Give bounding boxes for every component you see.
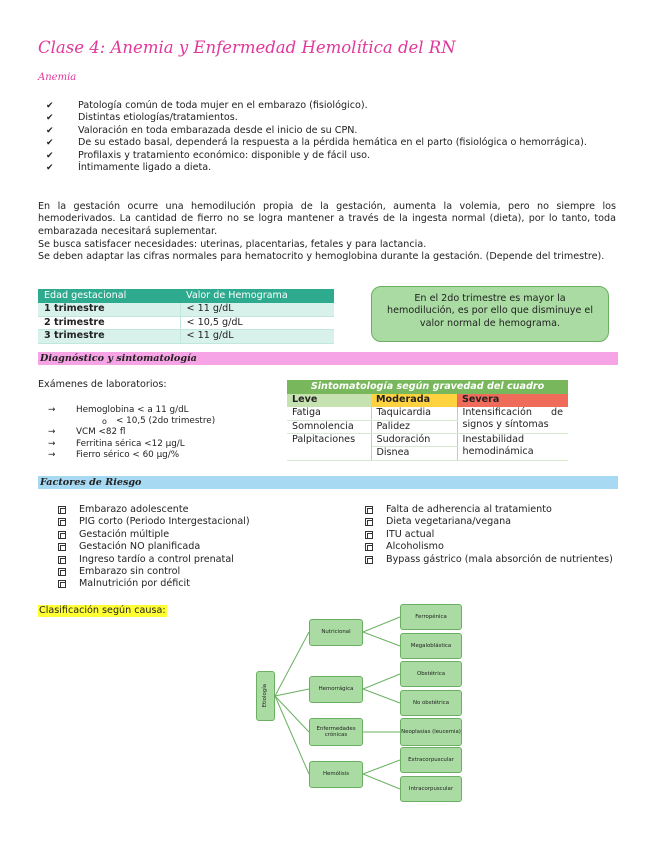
list-item: ✔ De su estado basal, dependerá la respuesta a la pérdida hemática en el parto (fisiológica o hemorrágica). (46, 137, 587, 149)
labs-list (48, 405, 248, 461)
checkbox-bullet-icon (58, 518, 66, 526)
list-item: → Fierro sérico < 60 µg/% (48, 449, 180, 460)
connector-line (275, 696, 309, 732)
list-item: PIG corto (Periodo Intergestacional) (56, 516, 316, 528)
connector-line (363, 674, 400, 689)
checkbox-bullet-icon (365, 556, 373, 564)
intro-bullet-list (46, 100, 618, 174)
checkbox-bullet-icon (58, 543, 66, 551)
connector-line (363, 632, 400, 646)
list-item: Falta de adherencia al tratamiento (363, 504, 618, 516)
table-row: Somnolencia Palidez (287, 420, 568, 433)
tree-node-megaloblastica: Megaloblástica (400, 633, 462, 659)
checkbox-bullet-icon (365, 506, 373, 514)
paragraph-hemodilution: En la gestación ocurre una hemodilución propia de la gestación, aumenta la volemia, pero no siempre los hemoderivados. La cantidad de fierro no se logra mantener a través de la ingesta normal (dieta), por lo tanto, toda embarazada necesitará suplementar. (38, 201, 616, 237)
list-item: ✔ Profilaxis y tratamiento económico: disponible y de fácil uso. (46, 149, 370, 161)
checkbox-bullet-icon (58, 580, 66, 588)
paragraph-adapt: Se deben adaptar las cifras normales para hematocrito y hemoglobina durante la gestación. (Depende del trimestre). (38, 251, 605, 262)
table-row: Disnea (287, 447, 568, 460)
tree-node-intracorpuscular: Intracorpuscular (400, 776, 462, 802)
checkbox-bullet-icon (365, 518, 373, 526)
list-item: Malnutrición por déficit (56, 578, 316, 590)
hemodilution-note: En el 2do trimestre es mayor la hemodilución, es por ello que disminuye el valor normal de hemograma. (371, 286, 609, 342)
checkmark-icon: ✔ (46, 150, 54, 161)
checkmark-icon: ✔ (46, 125, 54, 136)
checkmark-icon: ✔ (46, 113, 54, 124)
arrow-right-icon: → (48, 449, 56, 460)
tree-node-root: Etiología (256, 671, 275, 721)
checkbox-bullet-icon (365, 531, 373, 539)
table-header: Moderada (371, 394, 457, 407)
checkbox-bullet-icon (58, 568, 66, 576)
arrow-right-icon: → (48, 438, 56, 449)
list-item: Bypass gástrico (mala absorción de nutrientes) (363, 554, 618, 566)
list-item: → Ferritina sérica <12 µg/L (48, 438, 185, 449)
risk-list-left (56, 504, 316, 591)
tree-node-no-obstetrica: No obstétrica (400, 690, 462, 716)
checkmark-icon: ✔ (46, 101, 54, 111)
checkbox-bullet-icon (365, 543, 373, 551)
tree-node-obstetrica: Obstétrica (400, 661, 462, 687)
tree-node-hemolisis: Hemólisis (309, 761, 363, 788)
tree-node-hemorragica: Hemorrágica (309, 676, 363, 703)
list-item: ✔ Íntimamente ligado a dieta. (46, 162, 212, 174)
list-item: ITU actual (363, 529, 618, 541)
connector-line (363, 617, 400, 632)
list-item: Gestación múltiple (56, 529, 316, 541)
checkbox-bullet-icon (58, 531, 66, 539)
connector-line (363, 774, 400, 789)
connector-line (275, 632, 309, 696)
checkmark-icon: ✔ (46, 138, 54, 149)
table-title: Sintomatología según gravedad del cuadro (287, 380, 568, 394)
section-subtitle-anemia: Anemia (38, 72, 77, 83)
symptoms-table (287, 380, 568, 461)
table-header: Valor de Hemograma (180, 289, 334, 303)
list-item: ✔ Valoración en toda embarazada desde el inicio de su CPN. (46, 124, 358, 136)
connector-line (275, 696, 309, 774)
list-item: Ingreso tardío a control prenatal (56, 554, 316, 566)
connector-line (275, 689, 309, 696)
table-row: Palpitaciones Sudoración Inestabilidad hemodinámica (287, 433, 568, 446)
list-item: → Hemoglobina < a 11 g/dL (48, 405, 189, 415)
list-item: Gestación NO planificada (56, 541, 316, 553)
circle-bullet-icon: o (102, 417, 107, 427)
tree-node-neoplasias: Neoplasias (leucemia) (400, 718, 462, 746)
list-item: ✔ Distintas etiologías/tratamientos. (46, 112, 238, 124)
tree-node-extracorpuscular: Extracorpuscular (400, 747, 462, 773)
connector-line (363, 689, 400, 703)
section-header-risk: Factores de Riesgo (38, 476, 618, 489)
list-item: → VCM <82 fl (48, 427, 126, 438)
tree-node-cronicas: Enfermedades crónicas (309, 718, 363, 746)
connector-line (363, 760, 400, 774)
arrow-right-icon: → (48, 427, 56, 438)
tree-node-nutricional: Nutricional (309, 619, 363, 646)
list-item: o < 10,5 (2do trimestre) (102, 416, 216, 427)
tree-node-ferropenica: Ferropénica (400, 604, 462, 630)
arrow-right-icon: → (48, 405, 56, 415)
table-row: Fatiga Taquicardia Intensificación de signos y síntomas (287, 407, 568, 420)
table-row: 3 trimestre < 11 g/dL (38, 330, 334, 343)
paragraph-needs: Se busca satisfacer necesidades: uterinas, placentarias, fetales y para lactancia. (38, 239, 427, 250)
list-item: ✔ Patología común de toda mujer en el embarazo (fisiológico). (46, 100, 368, 111)
table-header: Edad gestacional (38, 289, 180, 303)
list-item: Alcoholismo (363, 541, 618, 553)
list-item: Dieta vegetariana/vegana (363, 516, 618, 528)
table-header: Severa (457, 394, 568, 407)
list-item: Embarazo sin control (56, 566, 316, 578)
table-row: 2 trimestre < 10,5 g/dL (38, 316, 334, 329)
labs-title: Exámenes de laboratorios: (38, 379, 167, 390)
table-row: 1 trimestre < 11 g/dL (38, 303, 334, 316)
checkmark-icon: ✔ (46, 163, 54, 174)
checkbox-bullet-icon (58, 506, 66, 514)
classification-title: Clasificación según causa: (39, 605, 166, 616)
risk-list-right (363, 504, 618, 566)
hemoglobin-table (38, 289, 334, 344)
checkbox-bullet-icon (58, 556, 66, 564)
page-title: Clase 4: Anemia y Enfermedad Hemolítica del RN (38, 38, 456, 57)
list-item: Embarazo adolescente (56, 504, 316, 516)
table-header: Leve (287, 394, 371, 407)
section-header-diagnosis: Diagnóstico y sintomatología (38, 352, 618, 365)
